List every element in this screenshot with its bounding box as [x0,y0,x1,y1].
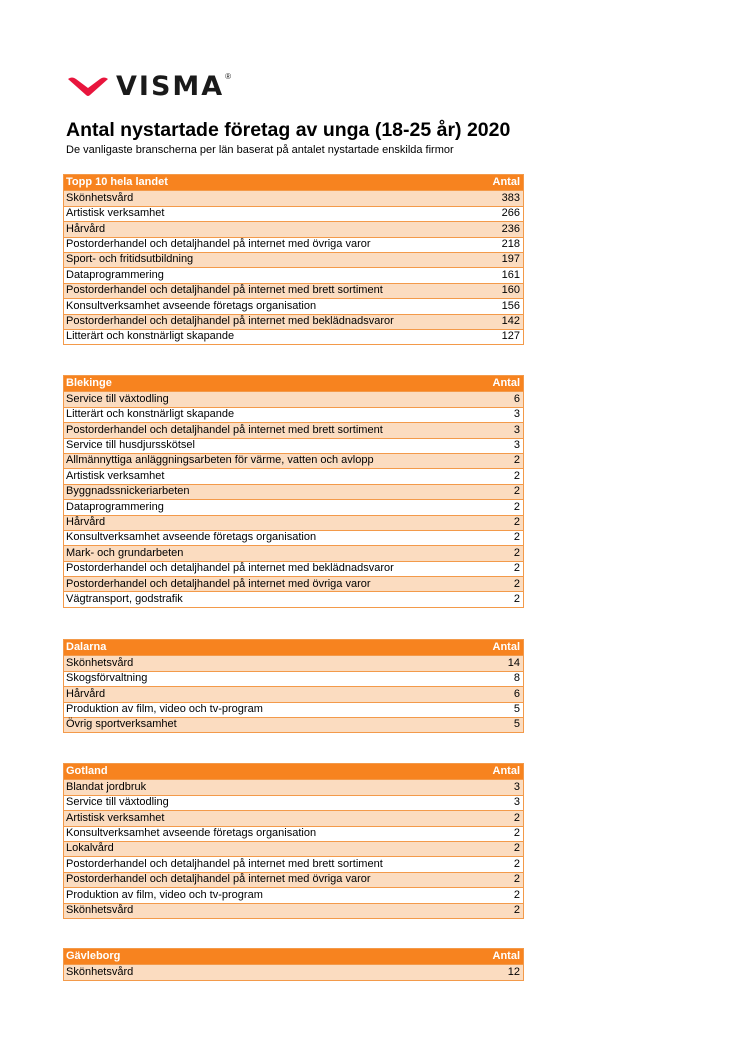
row-value: 142 [501,315,520,328]
row-label: Service till växtodling [66,796,169,809]
table-row [64,841,523,856]
row-label: Artistisk verksamhet [66,811,165,824]
row-value: 5 [513,703,520,716]
row-value: 14 [507,656,520,669]
table-row [64,283,523,298]
row-label: Skogsförvaltning [66,672,148,685]
row-value: 2 [513,531,520,544]
table-row [64,190,523,205]
table-header [64,640,523,655]
table-row [64,826,523,841]
table-header [64,376,523,391]
table-row [64,702,523,717]
table-row [64,267,523,282]
row-value: 218 [501,238,520,251]
visma-chevron-icon [66,74,110,100]
row-value: 2 [513,485,520,498]
row-label: Konsultverksamhet avseende företags organisation [66,827,317,840]
logo-registered-mark: ® [225,71,232,81]
row-value: 3 [513,439,520,452]
table-row [64,717,523,732]
table-count-header: Antal [492,176,520,188]
table-1 [63,375,524,608]
table-3 [63,763,524,919]
table-row [64,237,523,252]
table-row [64,484,523,499]
table-row [64,686,523,701]
row-value: 2 [513,562,520,575]
row-label: Mark- och grundarbeten [66,546,184,559]
table-row [64,391,523,406]
table-row [64,671,523,686]
row-label: Hårvård [66,687,106,700]
row-label: Konsultverksamhet avseende företags organisation [66,531,317,544]
table-row [64,903,523,918]
row-value: 2 [513,577,520,590]
row-value: 2 [513,592,520,605]
row-value: 3 [513,780,520,793]
table-row [64,872,523,887]
row-value: 2 [513,500,520,513]
page-title: Antal nystartade företag av unga (18-25 år) 2020 [66,119,511,141]
table-count-header: Antal [492,641,520,653]
row-label: Sport- och fritidsutbildning [66,253,194,266]
table-row [64,468,523,483]
logo-wordmark: VISMA [116,71,225,102]
row-value: 2 [513,904,520,917]
row-value: 160 [501,284,520,297]
row-value: 2 [513,469,520,482]
row-value: 197 [501,253,520,266]
row-label: Postorderhandel och detaljhandel på internet med brett sortiment [66,857,383,870]
table-row [64,795,523,810]
row-label: Vägtransport, godstrafik [66,592,183,605]
row-value: 6 [513,687,520,700]
table-row [64,964,523,979]
row-value: 2 [513,454,520,467]
table-count-header: Antal [492,377,520,389]
row-value: 3 [513,408,520,421]
table-row [64,887,523,902]
table-count-header: Antal [492,765,520,777]
table-row [64,453,523,468]
row-label: Dataprogrammering [66,268,164,281]
table-row [64,779,523,794]
table-count-header: Antal [492,950,520,962]
row-label: Blandat jordbruk [66,780,147,793]
table-row [64,407,523,422]
row-label: Skönhetsvård [66,965,134,978]
row-label: Postorderhandel och detaljhandel på internet med övriga varor [66,873,371,886]
visma-logo [66,72,231,102]
row-label: Dataprogrammering [66,500,164,513]
table-row [64,499,523,514]
table-4 [63,948,524,981]
table-0 [63,174,524,345]
row-value: 161 [501,268,520,281]
table-row [64,810,523,825]
row-value: 2 [513,888,520,901]
page-subtitle: De vanligaste branscherna per län baserat på antalet nystartade enskilda firmor [66,144,454,156]
table-title: Blekinge [66,377,112,389]
row-label: Postorderhandel och detaljhandel på internet med övriga varor [66,238,371,251]
row-label: Skönhetsvård [66,191,134,204]
table-header [64,175,523,190]
row-label: Postorderhandel och detaljhandel på internet med beklädnadsvaror [66,315,394,328]
row-label: Byggnadssnickeriarbeten [66,485,190,498]
row-value: 2 [513,857,520,870]
row-value: 236 [501,222,520,235]
row-value: 2 [513,516,520,529]
table-row [64,545,523,560]
row-value: 6 [513,392,520,405]
row-label: Service till husdjursskötsel [66,439,195,452]
row-label: Övrig sportverksamhet [66,718,177,731]
row-label: Litterärt och konstnärligt skapande [66,330,235,343]
row-label: Postorderhandel och detaljhandel på internet med brett sortiment [66,284,383,297]
table-title: Dalarna [66,641,107,653]
row-label: Konsultverksamhet avseende företags organisation [66,299,317,312]
table-row [64,206,523,221]
row-value: 8 [513,672,520,685]
table-header [64,949,523,964]
table-row [64,856,523,871]
row-value: 2 [513,873,520,886]
row-value: 12 [507,965,520,978]
row-label: Skönhetsvård [66,904,134,917]
row-label: Allmännyttiga anläggningsarbeten för värme, vatten och avlopp [66,454,374,467]
table-row [64,530,523,545]
table-header [64,764,523,779]
row-value: 2 [513,827,520,840]
row-label: Hårvård [66,516,106,529]
table-row [64,221,523,236]
table-2 [63,639,524,733]
row-value: 5 [513,718,520,731]
row-label: Lokalvård [66,842,114,855]
row-value: 127 [501,330,520,343]
row-value: 266 [501,207,520,220]
table-row [64,422,523,437]
row-label: Postorderhandel och detaljhandel på internet med brett sortiment [66,423,383,436]
row-label: Artistisk verksamhet [66,207,165,220]
table-row [64,329,523,344]
row-label: Produktion av film, video och tv-program [66,888,263,901]
row-value: 156 [501,299,520,312]
row-label: Produktion av film, video och tv-program [66,703,263,716]
row-label: Skönhetsvård [66,656,134,669]
table-row [64,252,523,267]
row-label: Service till växtodling [66,392,169,405]
row-label: Hårvård [66,222,106,235]
table-row [64,298,523,313]
row-value: 2 [513,546,520,559]
table-row [64,438,523,453]
table-title: Topp 10 hela landet [66,176,168,188]
table-row [64,591,523,606]
row-label: Litterärt och konstnärligt skapande [66,408,235,421]
row-value: 2 [513,842,520,855]
table-row [64,655,523,670]
table-row [64,561,523,576]
table-title: Gotland [66,765,108,777]
row-value: 3 [513,796,520,809]
row-value: 383 [501,191,520,204]
table-title: Gävleborg [66,950,121,962]
table-row [64,576,523,591]
row-label: Postorderhandel och detaljhandel på internet med övriga varor [66,577,371,590]
table-row [64,314,523,329]
table-row [64,515,523,530]
row-label: Postorderhandel och detaljhandel på internet med beklädnadsvaror [66,562,394,575]
row-value: 2 [513,811,520,824]
row-value: 3 [513,423,520,436]
row-label: Artistisk verksamhet [66,469,165,482]
